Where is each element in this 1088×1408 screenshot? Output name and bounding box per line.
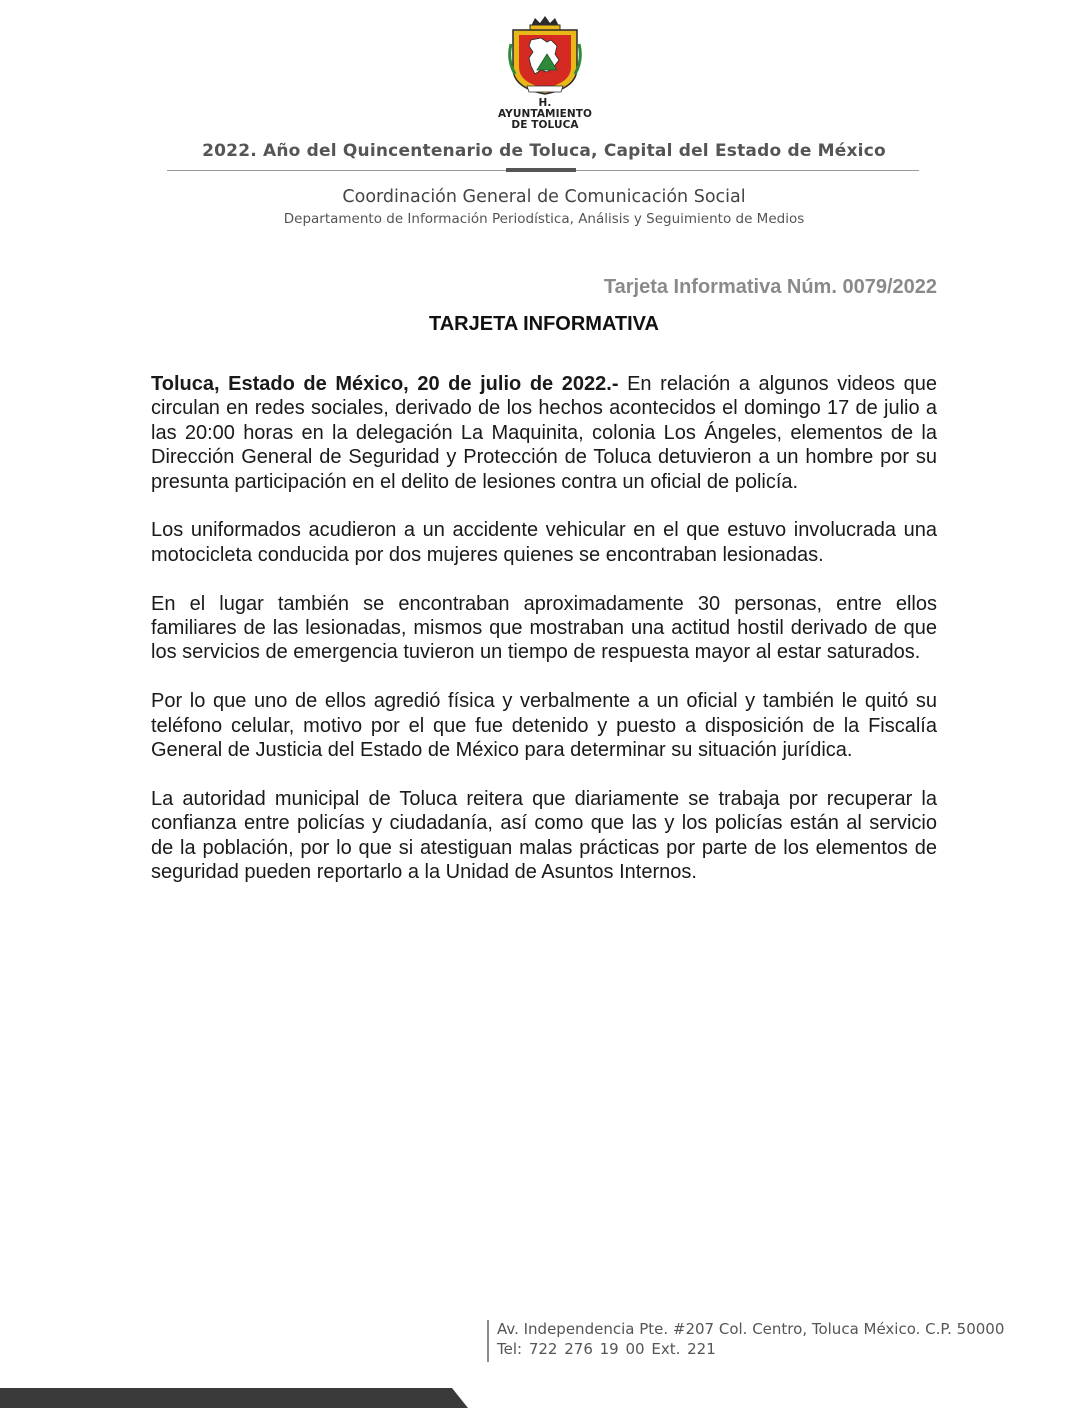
document-body xyxy=(151,372,937,909)
paragraph-1-text: En relación a algunos videos que circulan en redes sociales, derivado de los hechos acontecidos el domingo 17 de julio a las 20:00 horas en la delegación La Maquinita, colonia Los Ángeles, elementos de la Dirección General de Seguridad y Protección de Toluca detuvieron a un hombre por su presunta participación en el delito de lesiones contra un oficial de policía. xyxy=(151,373,937,493)
footer-phone: Tel: 722 276 19 00 Ext. 221 xyxy=(497,1340,716,1358)
paragraph-5: La autoridad municipal de Toluca reitera que diariamente se trabaja por recuperar la confianza entre policías y ciudadanía, así como que las y los policías están al servicio de la población, por lo que si atestiguan malas prácticas por parte de los elementos de seguridad pueden reportarlo a la Unidad de Asuntos Internos. xyxy=(151,787,937,884)
toluca-shield-icon xyxy=(507,14,583,96)
year-banner: 2022. Año del Quincentenario de Toluca, Capital del Estado de México xyxy=(202,141,886,161)
reference-number: Tarjeta Informativa Núm. 0079/2022 xyxy=(603,276,937,298)
municipal-logo xyxy=(490,14,600,131)
bottom-decorative-band xyxy=(0,1388,468,1408)
department-subtitle: Departamento de Información Periodística, Análisis y Seguimiento de Medios xyxy=(283,211,805,227)
logo-text-line2: DE TOLUCA xyxy=(511,119,579,131)
paragraph-3: En el lugar también se encontraban aproximadamente 30 personas, entre ellos familiares de las lesionadas, mismos que mostraban una actitud hostil derivado de que los servicios de emergencia tuvieron un tiempo de respuesta mayor al estar saturados. xyxy=(151,592,937,664)
document-title: TARJETA INFORMATIVA xyxy=(429,313,659,335)
paragraph-1 xyxy=(151,372,937,494)
paragraph-4: Por lo que uno de ellos agredió física y verbalmente a un oficial y también le quitó su teléfono celular, motivo por el que fue detenido y puesto a disposición de la Fiscalía General de Justicia del Estado de México para determinar su situación jurídica. xyxy=(151,690,937,762)
footer-address: Av. Independencia Pte. #207 Col. Centro, Toluca México. C.P. 50000 xyxy=(497,1320,1005,1338)
dateline: Toluca, Estado de México, 20 de julio de 2022.- xyxy=(151,373,619,395)
coordination-title: Coordinación General de Comunicación Social xyxy=(342,187,746,207)
logo-text-line1: H. AYUNTAMIENTO xyxy=(497,97,593,120)
footer-divider xyxy=(487,1320,489,1362)
header-divider-accent xyxy=(506,168,576,172)
paragraph-2: Los uniformados acudieron a un accidente vehicular en el que estuvo involucrada una motocicleta conducida por dos mujeres quienes se encontraban lesionadas. xyxy=(151,519,937,566)
